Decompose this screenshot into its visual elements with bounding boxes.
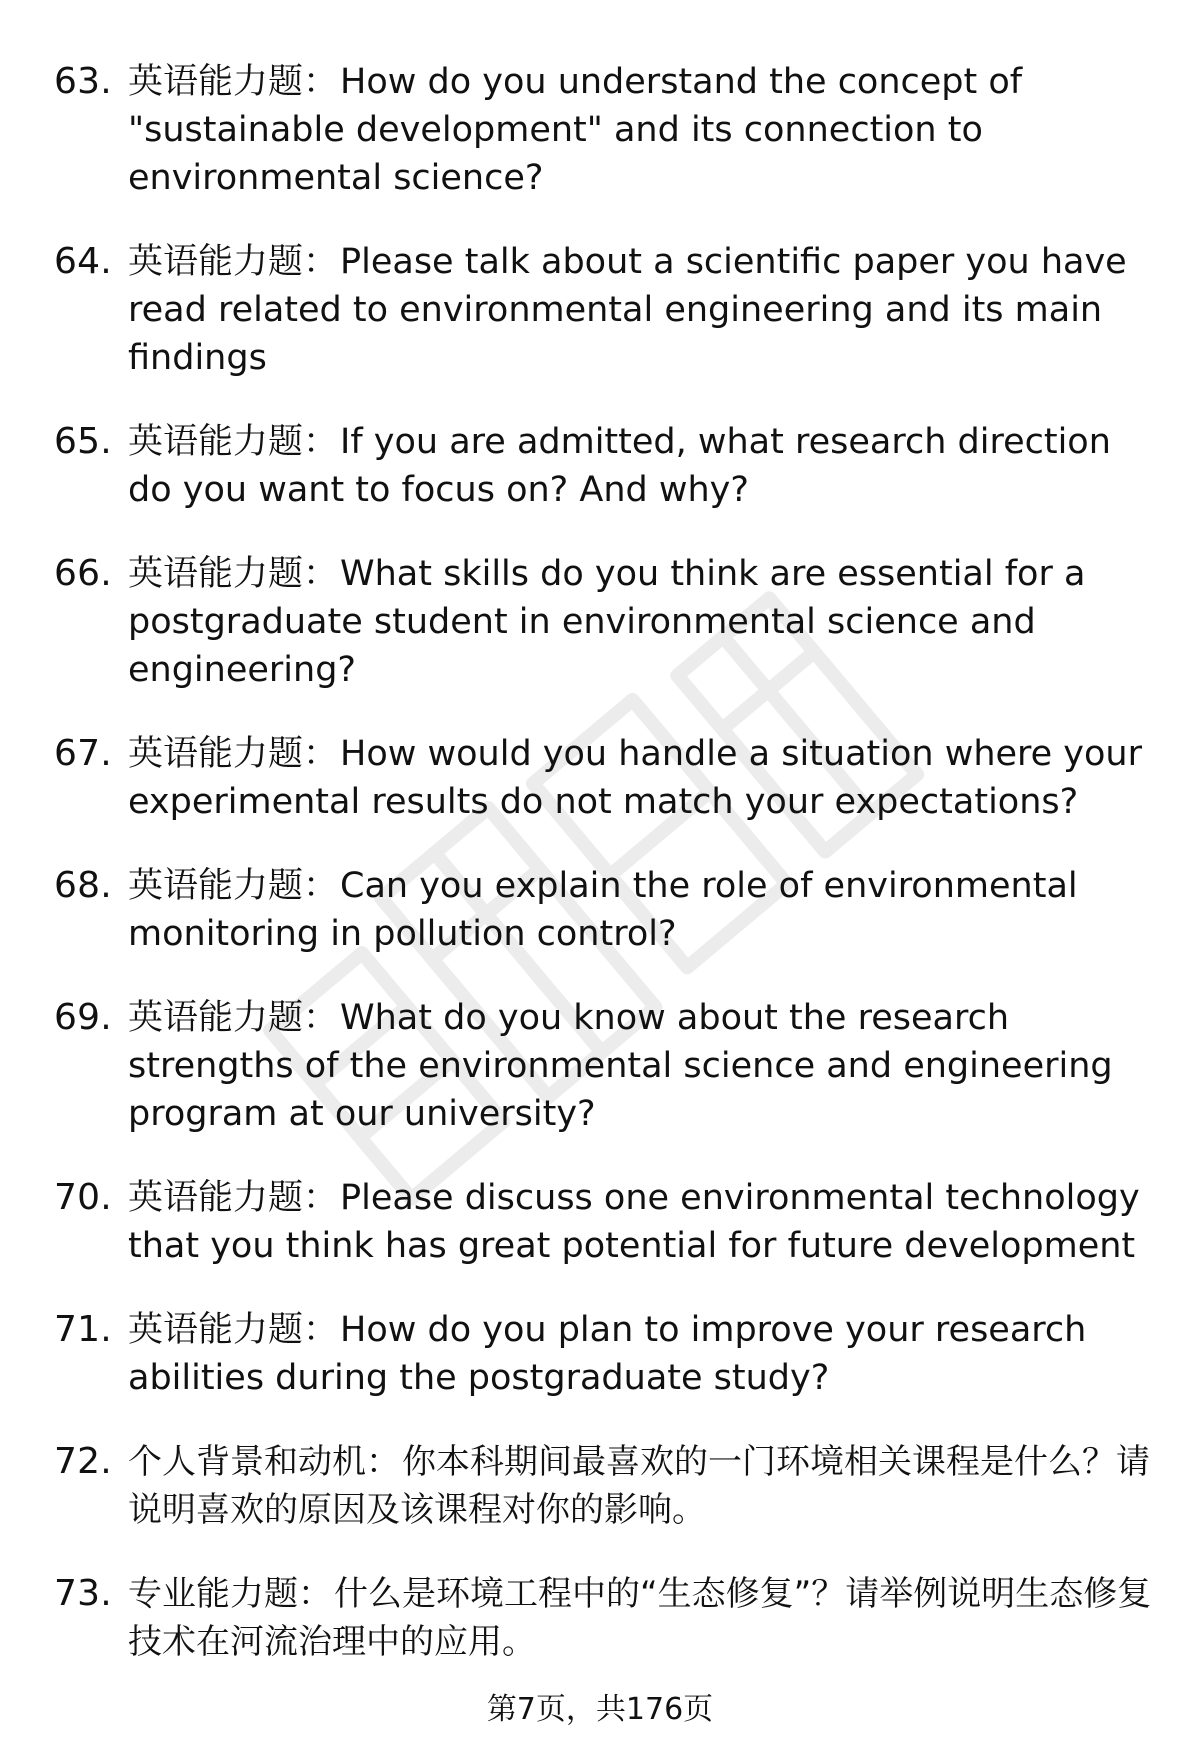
question-body: What skills do you think are essential for a postgraduate student in environmental science and engineering? bbox=[128, 554, 1086, 690]
question-item bbox=[54, 418, 1154, 514]
question-number: 70. bbox=[54, 1177, 112, 1218]
question-body: How do you understand the concept of "sustainable development" and its connection to environmental science? bbox=[128, 62, 1023, 198]
question-category: 英语能力题： bbox=[128, 242, 339, 282]
question-list bbox=[54, 58, 1154, 1702]
page-footer bbox=[0, 1690, 1200, 1730]
question-item bbox=[54, 550, 1154, 694]
question-category: 英语能力题： bbox=[128, 734, 339, 774]
question-category: 英语能力题： bbox=[128, 554, 339, 594]
question-category: 个人背景和动机： bbox=[128, 1442, 400, 1482]
question-item bbox=[54, 58, 1154, 202]
question-body: If you are admitted, what research direction do you want to focus on? And why? bbox=[128, 422, 1111, 510]
question-number: 73. bbox=[54, 1573, 112, 1614]
question-item bbox=[54, 1306, 1154, 1402]
question-number: 64. bbox=[54, 241, 112, 282]
question-category: 英语能力题： bbox=[128, 1310, 339, 1350]
question-text bbox=[128, 238, 1154, 382]
question-text bbox=[128, 994, 1154, 1138]
question-body: How would you handle a situation where your experimental results do not match your expectations? bbox=[128, 734, 1143, 822]
question-item bbox=[54, 994, 1154, 1138]
question-number: 72. bbox=[54, 1441, 112, 1482]
question-number: 63. bbox=[54, 61, 112, 102]
question-category: 英语能力题： bbox=[128, 1178, 339, 1218]
question-category: 英语能力题： bbox=[128, 422, 339, 462]
question-item bbox=[54, 730, 1154, 826]
question-text bbox=[128, 550, 1154, 694]
question-text bbox=[128, 862, 1154, 958]
question-number: 71. bbox=[54, 1309, 112, 1350]
question-body: What do you know about the research strengths of the environmental science and engineering program at our university? bbox=[128, 998, 1113, 1134]
question-category: 英语能力题： bbox=[128, 998, 339, 1038]
question-text bbox=[128, 1306, 1154, 1402]
question-body: Please discuss one environmental technology that you think has great potential for future development bbox=[128, 1178, 1140, 1266]
question-number: 67. bbox=[54, 733, 112, 774]
question-text bbox=[128, 58, 1154, 202]
question-text bbox=[128, 1174, 1154, 1270]
question-body: 什么是环境工程中的“生态修复”？请举例说明生态修复技术在河流治理中的应用。 bbox=[128, 1574, 1152, 1662]
question-item bbox=[54, 1570, 1154, 1666]
question-item bbox=[54, 1438, 1154, 1534]
question-text bbox=[128, 418, 1154, 514]
question-number: 66. bbox=[54, 553, 112, 594]
question-body: How do you plan to improve your research abilities during the postgraduate study? bbox=[128, 1310, 1087, 1398]
page-indicator: 第7页，共176页 bbox=[486, 1692, 714, 1727]
question-category: 英语能力题： bbox=[128, 62, 339, 102]
question-category: 英语能力题： bbox=[128, 866, 339, 906]
question-body: Please talk about a scientific paper you have read related to environmental engineering and its main findings bbox=[128, 242, 1127, 378]
question-body: Can you explain the role of environmental monitoring in pollution control? bbox=[128, 866, 1078, 954]
question-text bbox=[128, 1570, 1154, 1666]
question-text bbox=[128, 1438, 1154, 1534]
question-item bbox=[54, 238, 1154, 382]
question-number: 69. bbox=[54, 997, 112, 1038]
question-text bbox=[128, 730, 1154, 826]
question-item bbox=[54, 862, 1154, 958]
question-category: 专业能力题： bbox=[128, 1574, 332, 1614]
question-item bbox=[54, 1174, 1154, 1270]
question-number: 68. bbox=[54, 865, 112, 906]
question-number: 65. bbox=[54, 421, 112, 462]
question-body: 你本科期间最喜欢的一门环境相关课程是什么？请说明喜欢的原因及该课程对你的影响。 bbox=[128, 1442, 1150, 1530]
